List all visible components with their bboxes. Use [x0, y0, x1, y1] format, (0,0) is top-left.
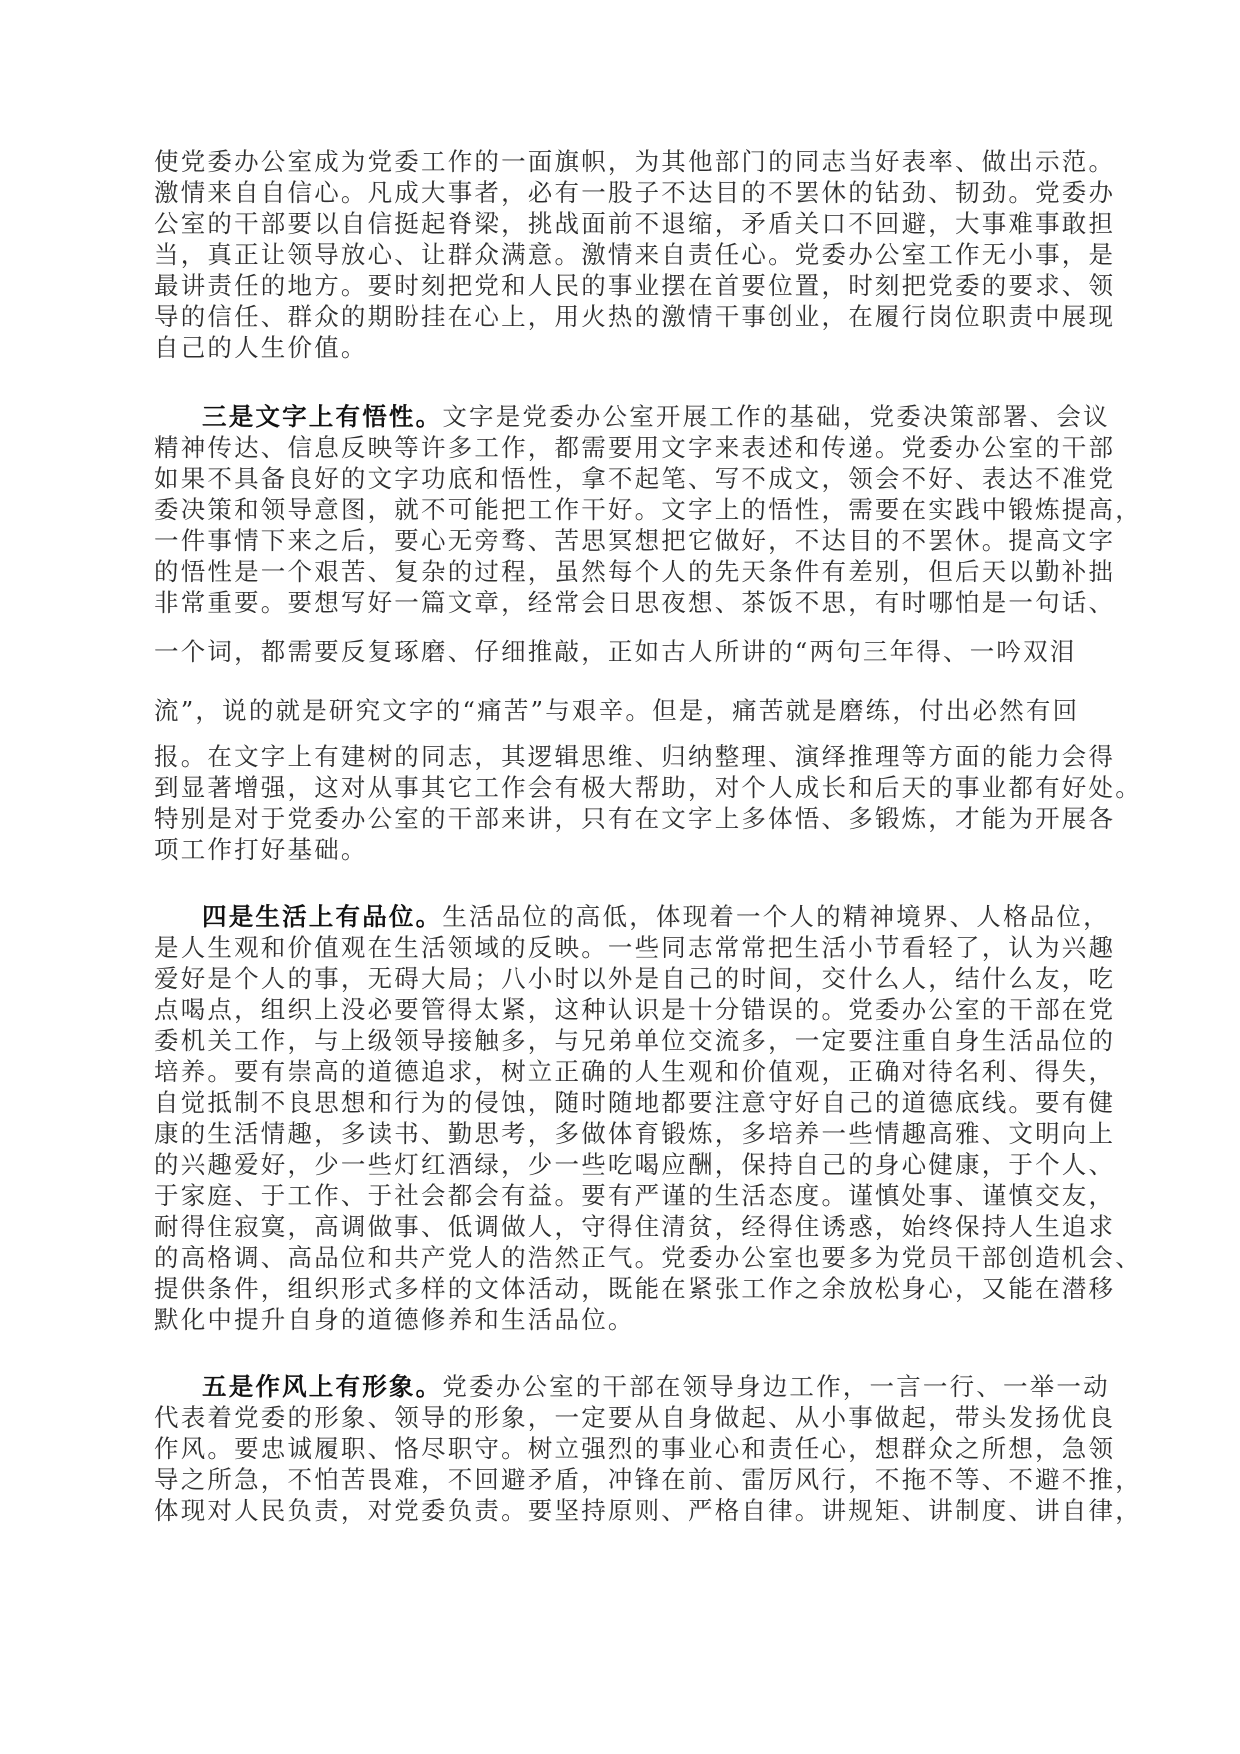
text-line: [154, 1211, 1115, 1243]
text-line: [154, 932, 1115, 964]
line-text: 到显著增强，这对从事其它工作会有极大帮助，对个人成长和后天的事业都有好处。: [154, 773, 1142, 802]
line-text: 体现对人民负责，对党委负责。要坚持原则、严格自律。讲规矩、讲制度、讲自律，: [154, 1496, 1142, 1525]
line-text: 文字是党委办公室开展工作的基础，党委决策部署、会议: [442, 402, 1110, 431]
text-line: [154, 1304, 635, 1336]
line-text: 一个词，都需要反复琢磨、仔细推敲，正如古人所讲的“两句三年得、一吟双泪: [154, 637, 1077, 666]
line-text: 自己的人生价值。: [154, 333, 368, 362]
text-line: [154, 695, 1079, 727]
line-text: 流”，说的就是研究文字的“痛苦”与艰辛。但是，痛苦就是磨练，付出必然有回: [154, 696, 1080, 725]
line-text: 作风。要忠诚履职、恪尽职守。树立强烈的事业心和责任心，想群众之所想，急领: [154, 1434, 1116, 1463]
line-text: 使党委办公室成为党委工作的一面旗帜，为其他部门的同志当好表率、做出示范。: [154, 147, 1116, 176]
line-text: 特别是对于党委办公室的干部来讲，只有在文字上多体悟、多锻炼，才能为开展各: [154, 804, 1116, 833]
text-line: [154, 587, 1115, 619]
text-line: [154, 994, 1115, 1026]
text-line: [154, 494, 1142, 526]
line-text: 精神传达、信息反映等许多工作，都需要用文字来表述和传递。党委办公室的干部: [154, 433, 1116, 462]
text-line: [154, 1056, 1115, 1088]
line-text: 的高格调、高品位和共产党人的浩然正气。党委办公室也要多为党员干部创造机会、: [154, 1243, 1142, 1272]
line-text: 一件事情下来之后，要心无旁骛、苦思冥想把它做好，不达目的不罢休。提高文字: [154, 526, 1116, 555]
text-line: [154, 1149, 1115, 1181]
text-line: [154, 636, 1077, 668]
text-line: [154, 432, 1115, 464]
text-line: [154, 239, 1115, 271]
line-text: 最讲责任的地方。要时刻把党和人民的事业摆在首要位置，时刻把党委的要求、领: [154, 271, 1116, 300]
text-line: [202, 901, 1110, 933]
line-text: 导之所急，不怕苦畏难，不回避矛盾，冲锋在前、雷厉风行，不拖不等、不避不推，: [154, 1465, 1142, 1494]
text-line: [154, 525, 1115, 557]
line-text: 的悟性是一个艰苦、复杂的过程，虽然每个人的先天条件有差别，但后天以勤补拙: [154, 557, 1116, 586]
text-line: [154, 208, 1115, 240]
line-text: 党委办公室的干部在领导身边工作，一言一行、一举一动: [442, 1372, 1110, 1401]
text-line: [154, 1118, 1115, 1150]
text-line: [154, 1180, 1115, 1212]
text-line: [154, 1242, 1142, 1274]
line-text: 自觉抵制不良思想和行为的侵蚀，随时随地都要注意守好自己的道德底线。要有健: [154, 1088, 1116, 1117]
line-text: 报。在文字上有建树的同志，其逻辑思维、归纳整理、演绎推理等方面的能力会得: [154, 742, 1116, 771]
line-text: 提供条件，组织形式多样的文体活动，既能在紧张工作之余放松身心，又能在潜移: [154, 1274, 1116, 1303]
text-line: [154, 834, 368, 866]
text-line: [154, 270, 1115, 302]
text-line: [202, 1371, 1110, 1403]
line-text: 项工作打好基础。: [154, 835, 368, 864]
text-line: [154, 772, 1142, 804]
text-line: [154, 463, 1115, 495]
text-line: [154, 332, 368, 364]
text-line: [202, 401, 1110, 433]
line-text: 生活品位的高低，体现着一个人的精神境界、人格品位，: [442, 902, 1110, 931]
text-line: [154, 963, 1115, 995]
section-heading: 四是生活上有品位。: [202, 902, 443, 931]
line-text: 默化中提升自身的道德修养和生活品位。: [154, 1305, 635, 1334]
text-line: [154, 177, 1115, 209]
section-heading: 三是文字上有悟性。: [202, 402, 443, 431]
text-line: [154, 146, 1115, 178]
line-text: 如果不具备良好的文字功底和悟性，拿不起笔、写不成文，领会不好、表达不准党: [154, 464, 1116, 493]
line-text: 委机关工作，与上级领导接触多，与兄弟单位交流多，一定要注重自身生活品位的: [154, 1026, 1116, 1055]
line-text: 是人生观和价值观在生活领域的反映。一些同志常常把生活小节看轻了，认为兴趣: [154, 933, 1116, 962]
line-text: 导的信任、群众的期盼挂在心上，用火热的激情干事创业，在履行岗位职责中展现: [154, 302, 1116, 331]
text-line: [154, 1464, 1142, 1496]
line-text: 代表着党委的形象、领导的形象，一定要从自身做起、从小事做起，带头发扬优良: [154, 1403, 1116, 1432]
line-text: 培养。要有崇高的道德追求，树立正确的人生观和价值观，正确对待名利、得失，: [154, 1057, 1116, 1086]
line-text: 委决策和领导意图，就不可能把工作干好。文字上的悟性，需要在实践中锻炼提高，: [154, 495, 1142, 524]
line-text: 当，真正让领导放心、让群众满意。激情来自责任心。党委办公室工作无小事，是: [154, 240, 1116, 269]
line-text: 爱好是个人的事，无碍大局；八小时以外是自己的时间，交什么人，结什么友，吃: [154, 964, 1116, 993]
text-line: [154, 556, 1115, 588]
text-line: [154, 1087, 1115, 1119]
line-text: 激情来自自信心。凡成大事者，必有一股子不达目的不罢休的钻劲、韧劲。党委办: [154, 178, 1116, 207]
text-line: [154, 1495, 1142, 1527]
line-text: 的兴趣爱好，少一些灯红酒绿，少一些吃喝应酬，保持自己的身心健康，于个人、: [154, 1150, 1116, 1179]
section-heading: 五是作风上有形象。: [202, 1372, 443, 1401]
text-line: [154, 1025, 1115, 1057]
text-line: [154, 1273, 1115, 1305]
line-text: 非常重要。要想写好一篇文章，经常会日思夜想、茶饭不思，有时哪怕是一句话、: [154, 588, 1116, 617]
line-text: 点喝点，组织上没必要管得太紧，这种认识是十分错误的。党委办公室的干部在党: [154, 995, 1116, 1024]
text-line: [154, 1433, 1115, 1465]
line-text: 耐得住寂寞，高调做事、低调做人，守得住清贫，经得住诱惑，始终保持人生追求: [154, 1212, 1116, 1241]
line-text: 于家庭、于工作、于社会都会有益。要有严谨的生活态度。谨慎处事、谨慎交友，: [154, 1181, 1116, 1210]
text-line: [154, 803, 1115, 835]
line-text: 公室的干部要以自信挺起脊梁，挑战面前不退缩，矛盾关口不回避，大事难事敢担: [154, 209, 1116, 238]
text-line: [154, 741, 1115, 773]
line-text: 康的生活情趣，多读书、勤思考，多做体育锻炼，多培养一些情趣高雅、文明向上: [154, 1119, 1116, 1148]
text-line: [154, 1402, 1115, 1434]
text-line: [154, 301, 1115, 333]
